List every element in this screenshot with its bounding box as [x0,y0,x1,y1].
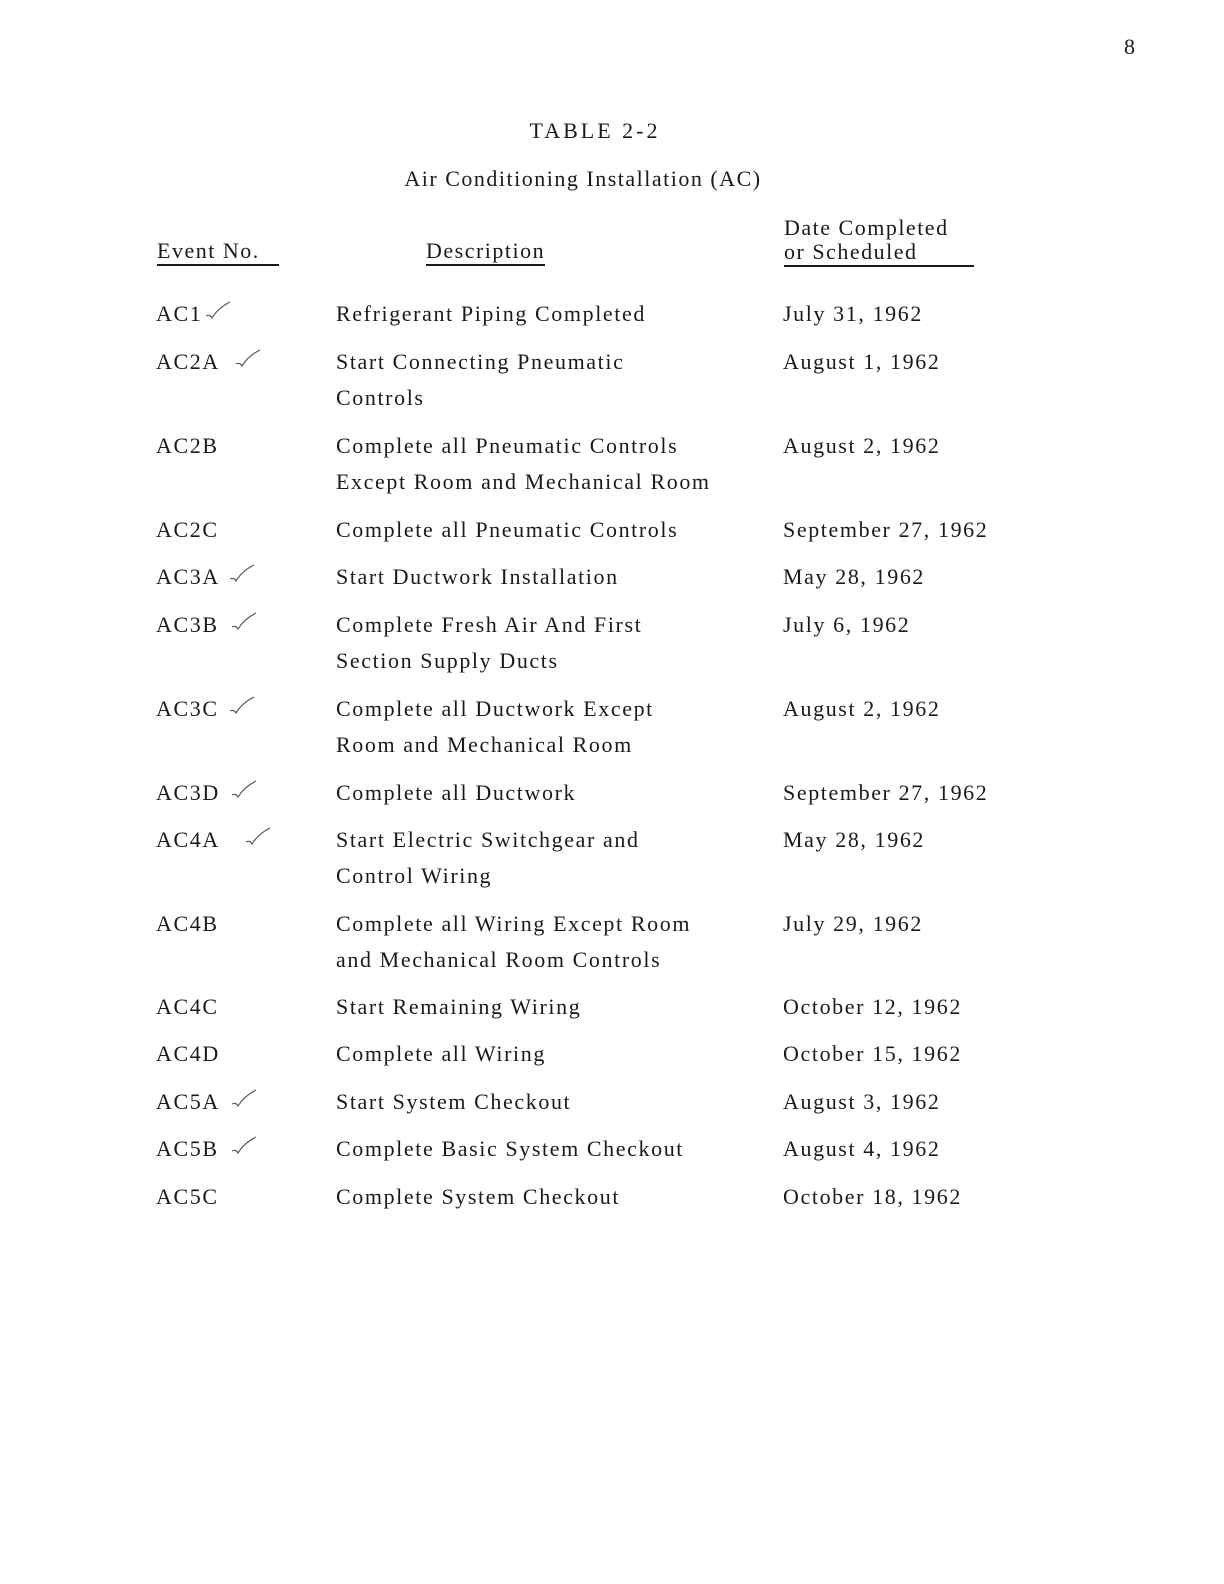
description-line: Complete all Pneumatic Controls [336,517,679,542]
event-number: AC3B [156,612,219,637]
event-description [336,512,776,548]
check-mark-icon [228,1084,258,1114]
event-description [336,344,776,416]
event-description [336,559,776,595]
description-line: Complete all Wiring Except Room [336,911,692,936]
description-line: Control Wiring [336,863,493,888]
event-date: August 2, 1962 [783,696,941,721]
check-mark-icon [242,822,272,852]
event-description [336,691,776,763]
check-mark-icon [226,559,256,589]
event-date: August 1, 1962 [783,349,941,374]
event-description [336,1036,776,1072]
table-title: Air Conditioning Installation (AC) [404,166,762,191]
event-date: July 6, 1962 [783,612,911,637]
event-description [336,989,776,1025]
event-date: August 4, 1962 [783,1136,941,1161]
table-label: TABLE 2-2 [529,118,661,143]
event-number: AC4A [156,827,220,852]
event-date: September 27, 1962 [783,517,989,542]
event-description [336,428,776,500]
description-line: Start Electric Switchgear and [336,827,640,852]
event-description [336,1131,776,1167]
event-number: AC3C [156,696,219,721]
description-line: Refrigerant Piping Completed [336,301,646,326]
header-date-line2: or Scheduled [784,239,918,264]
event-date: October 15, 1962 [783,1041,962,1066]
header-date-line1: Date Completed [784,215,949,240]
description-line: and Mechanical Room Controls [336,947,662,972]
event-number: AC2A [156,349,220,374]
page-number: 8 [1124,34,1136,59]
description-line: Complete all Ductwork Except [336,696,654,721]
description-line: Section Supply Ducts [336,648,559,673]
event-description [336,1179,776,1215]
event-description [336,607,776,679]
event-number: AC5C [156,1184,219,1209]
event-number: AC3D [156,780,220,805]
description-line: Start System Checkout [336,1089,572,1114]
check-mark-icon [226,691,256,721]
description-line: Start Remaining Wiring [336,994,582,1019]
event-number: AC3A [156,564,220,589]
event-date: October 12, 1962 [783,994,962,1019]
description-line: Start Connecting Pneumatic [336,349,625,374]
event-number: AC2C [156,517,219,542]
check-mark-icon [202,296,232,326]
event-date: August 2, 1962 [783,433,941,458]
check-mark-icon [232,344,262,374]
event-description [336,822,776,894]
header-description: Description [426,239,545,266]
description-line: Complete Basic System Checkout [336,1136,685,1161]
description-line: Except Room and Mechanical Room [336,469,711,494]
description-line: Complete all Pneumatic Controls [336,433,679,458]
event-date: October 18, 1962 [783,1184,962,1209]
event-number: AC4B [156,911,219,936]
check-mark-icon [228,607,258,637]
event-description [336,906,776,978]
event-description [336,296,776,332]
description-line: Complete all Ductwork [336,780,577,805]
event-date: July 31, 1962 [783,301,923,326]
event-description [336,775,776,811]
check-mark-icon [228,1131,258,1161]
header-date [784,216,974,267]
description-line: Start Ductwork Installation [336,564,619,589]
event-description [336,1084,776,1120]
event-number: AC4C [156,994,219,1019]
event-number: AC1 [156,301,203,326]
description-line: Controls [336,385,425,410]
event-date: July 29, 1962 [783,911,923,936]
description-line: Complete Fresh Air And First [336,612,643,637]
header-event-no: Event No. [157,239,279,266]
description-line: Complete System Checkout [336,1184,621,1209]
description-line: Room and Mechanical Room [336,732,633,757]
check-mark-icon [228,775,258,805]
event-number: AC5B [156,1136,219,1161]
event-date: September 27, 1962 [783,780,989,805]
event-number: AC4D [156,1041,220,1066]
event-date: August 3, 1962 [783,1089,941,1114]
event-date: May 28, 1962 [783,827,926,852]
event-number: AC2B [156,433,219,458]
event-date: May 28, 1962 [783,564,926,589]
event-number: AC5A [156,1089,220,1114]
description-line: Complete all Wiring [336,1041,546,1066]
